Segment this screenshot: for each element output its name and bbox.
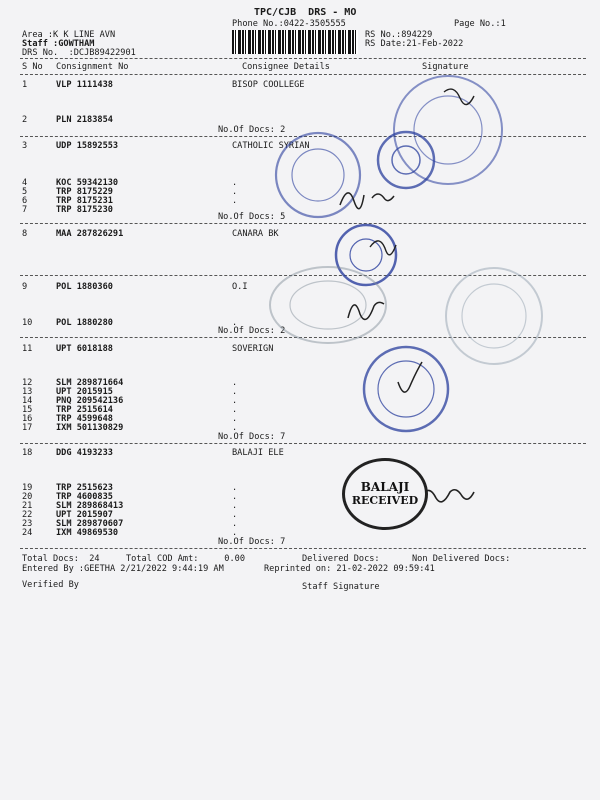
- row-consignment: IXM 49869530: [56, 528, 119, 538]
- divider: [20, 548, 586, 549]
- drs-number: DRS No. :DCJB89422901: [22, 48, 136, 58]
- divider: [20, 275, 586, 276]
- area: Area :K K LINE AVN: [22, 30, 116, 40]
- row-sno: 8: [22, 229, 28, 239]
- row-consignee: SOVERIGN: [232, 344, 274, 354]
- row-consignee: CATHOLIC SYRIAN: [232, 141, 310, 151]
- row-consignee: .: [232, 414, 238, 424]
- divider: [20, 136, 586, 137]
- row-sno: 4: [22, 178, 28, 188]
- group-doc-count: No.Of Docs: 5: [218, 212, 286, 222]
- row-sno: 7: [22, 205, 28, 215]
- col-signature: Signature: [422, 62, 469, 72]
- non-delivered-docs: Non Delivered Docs:: [412, 554, 511, 564]
- row-sno: 19: [22, 483, 33, 493]
- row-sno: 12: [22, 378, 33, 388]
- row-sno: 21: [22, 501, 33, 511]
- row-sno: 5: [22, 187, 28, 197]
- col-consignment: Consignment No: [56, 62, 129, 72]
- verified-by: Verified By: [22, 580, 79, 590]
- row-consignee: .: [232, 510, 238, 520]
- signature-mark: [420, 490, 474, 502]
- row-consignee: .: [232, 501, 238, 511]
- page-number: Page No.:1: [454, 19, 506, 29]
- row-sno: 18: [22, 448, 33, 458]
- row-consignment: UPT 2015915: [56, 387, 113, 397]
- reprinted-on: Reprinted on: 21-02-2022 09:59:41: [264, 564, 435, 574]
- col-sno: S No: [22, 62, 43, 72]
- sovereign-syndicate-stamp: [364, 347, 448, 431]
- row-consignee: .: [232, 378, 238, 388]
- signature-mark: [348, 302, 384, 319]
- row-consignee: .: [232, 492, 238, 502]
- row-sno: 16: [22, 414, 33, 424]
- row-sno: 20: [22, 492, 33, 502]
- canara-bank-stamp: [336, 225, 396, 285]
- row-consignment: KOC 59342130: [56, 178, 119, 188]
- delivered-docs: Delivered Docs:: [302, 554, 380, 564]
- row-consignee: .: [232, 405, 238, 415]
- group-doc-count: No.Of Docs: 2: [218, 326, 286, 336]
- balaji-stamp-line1: BALAJI: [360, 480, 410, 494]
- row-consignee: BALAJI ELE: [232, 448, 284, 458]
- document-title: TPC/CJB DRS - MO: [254, 7, 357, 18]
- row-consignee: .: [232, 396, 238, 406]
- row-consignment: TRP 8175230: [56, 205, 113, 215]
- row-sno: 1: [22, 80, 28, 90]
- group-doc-count: No.Of Docs: 7: [218, 432, 286, 442]
- divider: [20, 58, 586, 59]
- row-consignee: .: [232, 483, 238, 493]
- rs-number: RS No.:894229: [365, 30, 433, 40]
- row-consignment: TRP 4600835: [56, 492, 113, 502]
- row-consignee: .: [232, 178, 238, 188]
- row-consignee: BISOP COOLLEGE: [232, 80, 305, 90]
- col-consignee: Consignee Details: [242, 62, 330, 72]
- row-consignee: .: [232, 423, 238, 433]
- row-consignee: .: [232, 387, 238, 397]
- divider: [20, 223, 586, 224]
- row-consignment: PLN 2183854: [56, 115, 113, 125]
- row-consignment: PNQ 209542136: [56, 396, 124, 406]
- staff-signature: Staff Signature: [302, 582, 380, 592]
- signature-mark: [398, 362, 422, 392]
- row-consignee: .: [232, 187, 238, 197]
- row-sno: 13: [22, 387, 33, 397]
- row-sno: 6: [22, 196, 28, 206]
- row-sno: 10: [22, 318, 33, 328]
- row-consignment: MAA 287826291: [56, 229, 124, 239]
- row-consignment: TRP 4599648: [56, 414, 113, 424]
- row-sno: 9: [22, 282, 28, 292]
- signature-mark: [370, 241, 396, 255]
- row-sno: 17: [22, 423, 33, 433]
- group-doc-count: No.Of Docs: 7: [218, 537, 286, 547]
- row-consignee: .: [232, 318, 238, 328]
- balaji-received-stamp: [342, 458, 428, 530]
- row-sno: 15: [22, 405, 33, 415]
- row-consignment: SLM 289870607: [56, 519, 124, 529]
- signature-mark: [340, 193, 394, 209]
- row-sno: 22: [22, 510, 33, 520]
- row-consignment: POL 1880360: [56, 282, 113, 292]
- row-sno: 23: [22, 519, 33, 529]
- insurance-branch-stamp: [446, 268, 542, 364]
- csb-bank-round-seal: [378, 132, 434, 188]
- row-consignment: POL 1880280: [56, 318, 113, 328]
- row-consignment: TRP 2515614: [56, 405, 113, 415]
- signature-mark: [444, 89, 474, 104]
- row-sno: 14: [22, 396, 33, 406]
- total-docs: Total Docs: 24: [22, 554, 100, 564]
- row-consignee: .: [232, 519, 238, 529]
- row-sno: 11: [22, 344, 33, 354]
- row-consignee: .: [232, 196, 238, 206]
- divider: [20, 337, 586, 338]
- row-consignment: UPT 6018188: [56, 344, 113, 354]
- total-cod: Total COD Amt: 0.00: [126, 554, 245, 564]
- insurance-company-stamp: [270, 267, 386, 343]
- staff: Staff :GOWTHAM: [22, 39, 95, 49]
- row-consignment: SLM 289871664: [56, 378, 124, 388]
- rs-date: RS Date:21-Feb-2022: [365, 39, 464, 49]
- entered-by: Entered By :GEETHA 2/21/2022 9:44:19 AM: [22, 564, 224, 574]
- row-consignment: SLM 289868413: [56, 501, 124, 511]
- row-consignment: TRP 2515623: [56, 483, 113, 493]
- education-trust-stamp: [394, 76, 502, 184]
- row-consignment: UDP 15892553: [56, 141, 119, 151]
- row-sno: 3: [22, 141, 28, 151]
- row-consignment: TRP 8175231: [56, 196, 113, 206]
- row-consignment: UPT 2015907: [56, 510, 113, 520]
- row-consignment: VLP 1111438: [56, 80, 113, 90]
- row-sno: 24: [22, 528, 33, 538]
- barcode: [232, 30, 358, 54]
- row-consignment: IXM 501130829: [56, 423, 124, 433]
- group-doc-count: No.Of Docs: 2: [218, 125, 286, 135]
- divider: [20, 74, 586, 75]
- divider: [20, 443, 586, 444]
- phone-number: Phone No.:0422-3505555: [232, 19, 346, 29]
- row-consignee: O.I: [232, 282, 248, 292]
- row-consignee: CANARA BK: [232, 229, 279, 239]
- row-sno: 2: [22, 115, 28, 125]
- balaji-stamp-line2: RECEIVED: [351, 494, 419, 507]
- row-consignment: TRP 8175229: [56, 187, 113, 197]
- row-consignee: .: [232, 528, 238, 538]
- row-consignment: DDG 4193233: [56, 448, 113, 458]
